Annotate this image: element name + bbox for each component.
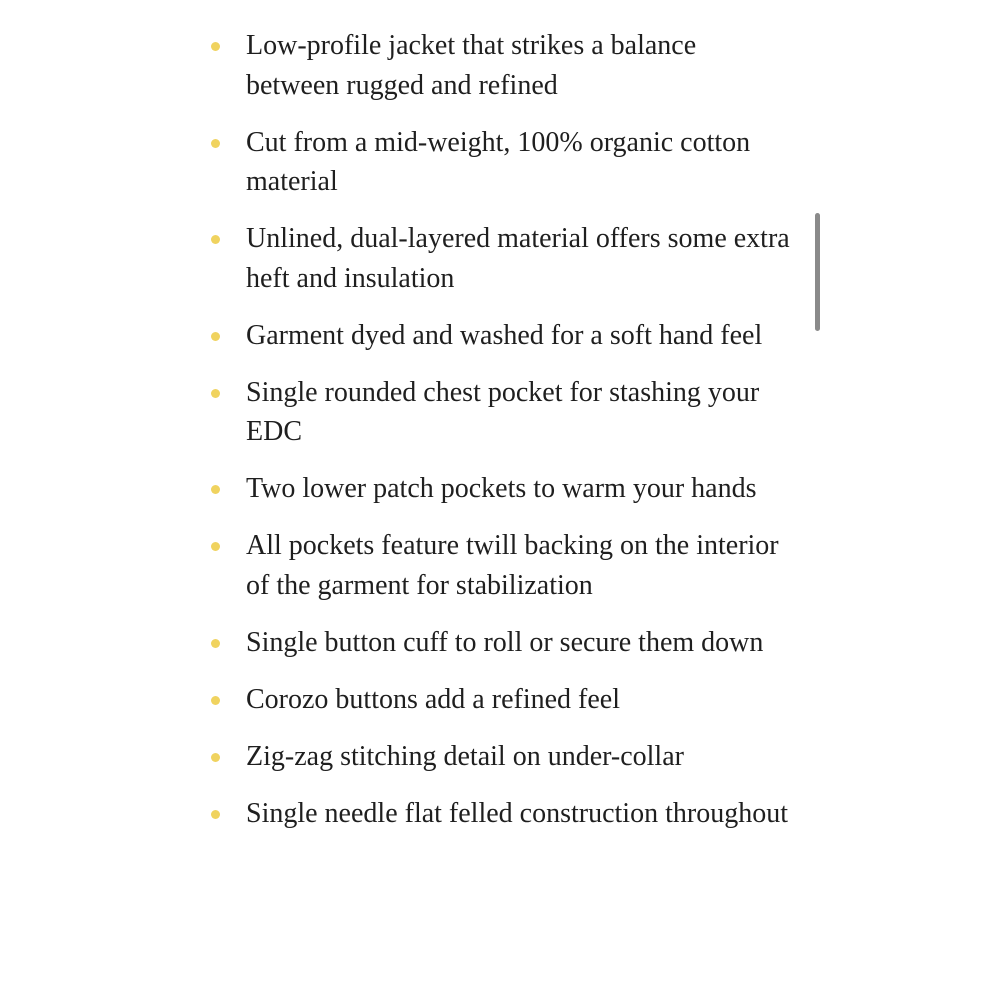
bullet-icon (211, 639, 220, 648)
list-item (206, 737, 796, 777)
feature-text: Zig-zag stitching detail on under-collar (246, 740, 684, 772)
feature-text: Garment dyed and washed for a soft hand feel (246, 319, 763, 351)
feature-text: Cut from a mid-weight, 100% organic cotton material (246, 126, 751, 197)
bullet-icon (211, 139, 220, 148)
list-item (206, 469, 796, 509)
list-item (206, 680, 796, 720)
list-item (206, 526, 796, 605)
feature-text: All pockets feature twill backing on the interior of the garment for stabilization (246, 530, 779, 601)
list-item (206, 623, 796, 663)
feature-text: Two lower patch pockets to warm your hands (246, 473, 757, 504)
feature-text: Low-profile jacket that strikes a balance between rugged and refined (246, 30, 697, 101)
feature-text: Single button cuff to roll or secure them down (246, 626, 764, 658)
bullet-icon (211, 332, 220, 341)
list-item (206, 123, 796, 202)
scrollbar-thumb[interactable] (815, 213, 820, 331)
list-item (206, 794, 796, 834)
bullet-icon (211, 485, 220, 494)
bullet-icon (211, 235, 220, 244)
bullet-icon (211, 542, 220, 551)
list-item (206, 26, 796, 105)
list-item (206, 373, 796, 452)
feature-list (206, 26, 796, 851)
bullet-icon (211, 696, 220, 705)
feature-text: Single needle flat felled construction throughout (246, 797, 788, 829)
list-item (206, 219, 796, 298)
bullet-icon (211, 42, 220, 51)
feature-text: Single rounded chest pocket for stashing your EDC (246, 376, 760, 447)
bullet-icon (211, 753, 220, 762)
feature-text: Unlined, dual-layered material offers some extra heft and insulation (246, 223, 790, 294)
bullet-icon (211, 810, 220, 819)
list-item (206, 316, 796, 356)
feature-text: Corozo buttons add a refined feel (246, 683, 620, 715)
bullet-icon (211, 389, 220, 398)
